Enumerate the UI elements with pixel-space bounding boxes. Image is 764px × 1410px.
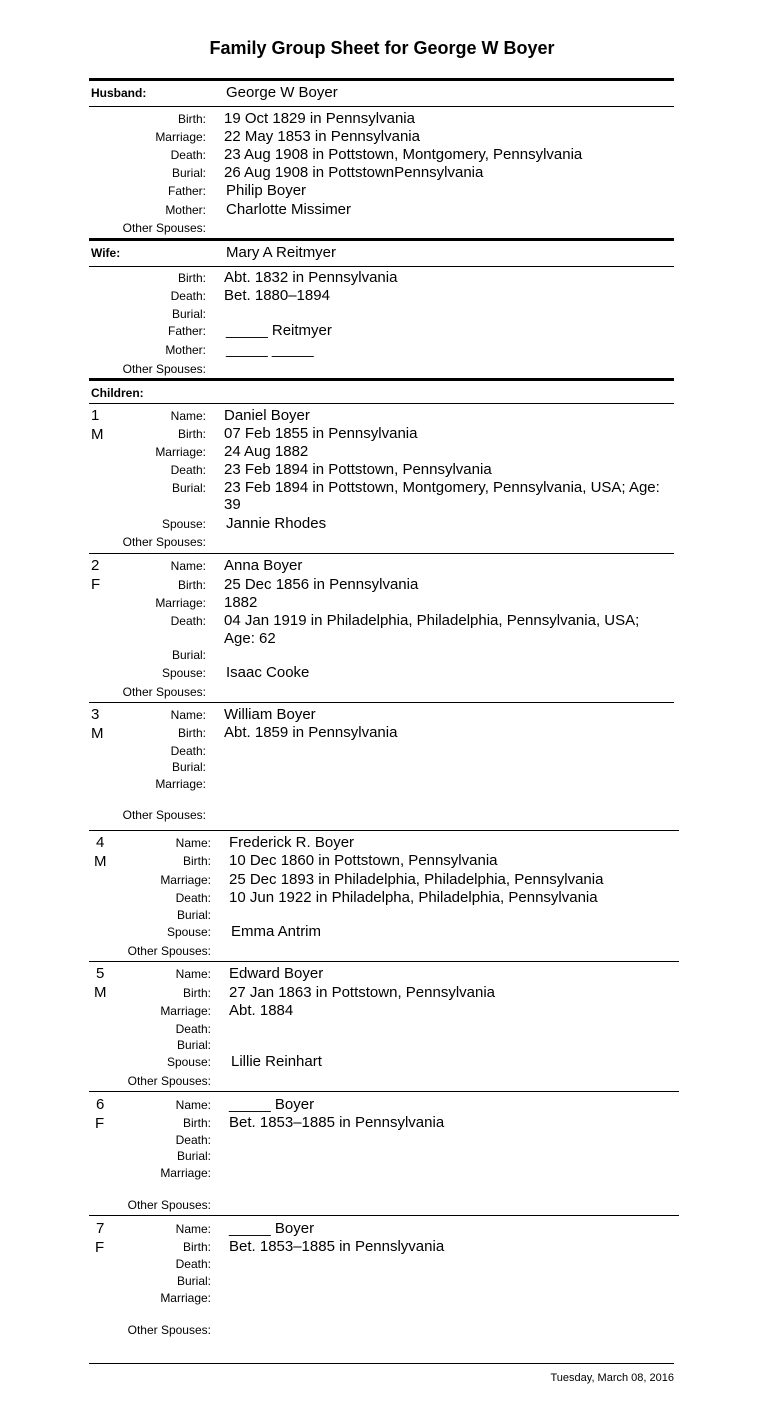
row-divider [89,830,679,831]
fact-label: Name: [175,967,211,981]
fact-label: Birth: [182,1240,211,1254]
fact-label: Marriage: [160,1166,211,1180]
fact-value: Abt. 1832 in Pennsylvania [224,269,398,286]
fact-value: 25 Dec 1856 in Pennsylvania [224,576,419,593]
fact-value: Age: 62 [224,630,276,647]
fact-label: Burial: [176,1038,211,1052]
fact-label: Birth: [182,986,211,1000]
fact-value: Abt. 1884 [229,1002,294,1019]
fact-value: 10 Jun 1922 in Philadelpha, Philadelphia, Pennsylvania [229,889,598,906]
fact-value: 23 Aug 1908 in Pottstown, Montgomery, Pennsylvania [224,146,583,163]
fact-label: Other Spouses: [122,685,206,699]
child-number: 7 [96,1220,105,1237]
fact-label: Other Spouses: [122,362,206,376]
fact-label: Birth: [177,427,206,441]
fact-value: Isaac Cooke [226,664,310,681]
fact-label: Name: [170,409,206,423]
fact-label: Death: [175,891,211,905]
footer-divider [89,1363,674,1364]
fact-label: Burial: [176,1149,211,1163]
fact-label: Burial: [171,760,206,774]
child-number: 5 [96,965,105,982]
fact-value: 39 [224,496,241,513]
fact-label: Burial: [171,166,206,180]
fact-value: Lillie Reinhart [231,1053,322,1070]
fact-label: Other Spouses: [127,1198,211,1212]
child-sex: F [91,576,101,593]
fact-value: _____ Boyer [229,1096,315,1113]
fact-label: Birth: [177,112,206,126]
fact-label: Other Spouses: [122,808,206,822]
fact-value: 07 Feb 1855 in Pennsylvania [224,425,418,442]
fact-value: William Boyer [224,706,316,723]
fact-label: Spouse: [161,517,206,531]
section-divider [89,238,674,241]
fact-label: Marriage: [160,1004,211,1018]
fact-value: Jannie Rhodes [226,515,327,532]
fact-value: Emma Antrim [231,923,322,940]
fact-label: Mother: [165,203,206,217]
fact-label: Marriage: [160,873,211,887]
fact-label: Name: [175,836,211,850]
fact-label: Birth: [177,271,206,285]
row-divider [89,553,674,554]
fact-label: Marriage: [160,1291,211,1305]
row-divider [89,1091,679,1092]
fact-value: Bet. 1880–1894 [224,287,330,304]
child-sex: F [95,1239,105,1256]
fact-value: Frederick R. Boyer [229,834,355,851]
fact-label: Burial: [171,307,206,321]
fact-label: Burial: [176,908,211,922]
child-number: 1 [91,407,100,424]
section-divider [89,378,674,381]
row-divider [89,702,674,703]
fact-label: Marriage: [155,596,206,610]
fact-value: _____ _____ [226,341,314,358]
fact-label: Death: [175,1022,211,1036]
row-divider [89,961,679,962]
fact-label: Other Spouses: [127,944,211,958]
fact-label: Name: [170,708,206,722]
fact-value: Anna Boyer [224,557,303,574]
fact-label: Burial: [171,648,206,662]
child-sex: M [94,853,107,870]
child-sex: F [95,1115,105,1132]
fact-label: Name: [170,559,206,573]
child-sex: M [91,426,104,443]
fact-label: Spouse: [161,666,206,680]
fact-label: Death: [170,614,206,628]
fact-value: 25 Dec 1893 in Philadelphia, Philadelphia, Pennsylvania [229,871,604,888]
fact-value: _____ Reitmyer [226,322,332,339]
fact-value: 27 Jan 1863 in Pottstown, Pennsylvania [229,984,496,1001]
fact-value: _____ Boyer [229,1220,315,1237]
wife-heading: Wife: [91,246,121,260]
child-number: 4 [96,834,105,851]
husband-name: George W Boyer [226,84,338,101]
fact-label: Father: [167,184,206,198]
row-divider [89,403,674,404]
fact-value: 22 May 1853 in Pennsylvania [224,128,420,145]
fact-value: 24 Aug 1882 [224,443,309,460]
fact-label: Spouse: [166,925,211,939]
fact-value: 26 Aug 1908 in PottstownPennsylvania [224,164,484,181]
child-number: 3 [91,706,100,723]
fact-label: Death: [175,1257,211,1271]
fact-value: Abt. 1859 in Pennsylvania [224,724,398,741]
row-divider [89,106,674,107]
fact-label: Marriage: [155,445,206,459]
fact-label: Burial: [171,481,206,495]
fact-value: Daniel Boyer [224,407,310,424]
page-title: Family Group Sheet for George W Boyer [209,38,555,58]
fact-label: Father: [167,324,206,338]
fact-label: Marriage: [155,777,206,791]
fact-value: 23 Feb 1894 in Pottstown, Pennsylvania [224,461,492,478]
row-divider [89,1215,679,1216]
fact-label: Death: [170,744,206,758]
fact-value: Charlotte Missimer [226,201,352,218]
child-number: 2 [91,557,100,574]
child-sex: M [94,984,107,1001]
fact-value: 23 Feb 1894 in Pottstown, Montgomery, Pennsylvania, USA; Age: [224,479,660,496]
fact-label: Other Spouses: [127,1323,211,1337]
row-divider [89,266,674,267]
fact-label: Other Spouses: [122,535,206,549]
fact-value: Bet. 1853–1885 in Pennsylvania [229,1114,445,1131]
fact-label: Death: [170,148,206,162]
fact-label: Birth: [177,726,206,740]
fact-value: Edward Boyer [229,965,324,982]
fact-label: Death: [170,289,206,303]
child-number: 6 [96,1096,105,1113]
fact-label: Birth: [182,1116,211,1130]
wife-name: Mary A Reitmyer [226,244,337,261]
fact-label: Spouse: [166,1055,211,1069]
fact-label: Name: [175,1098,211,1112]
child-sex: M [91,725,104,742]
fact-value: 10 Dec 1860 in Pottstown, Pennsylvania [229,852,498,869]
fact-value: Bet. 1853–1885 in Pennslyvania [229,1238,445,1255]
husband-heading: Husband: [91,86,147,100]
children-heading: Children: [91,386,144,400]
fact-value: 19 Oct 1829 in Pennsylvania [224,110,415,127]
fact-label: Name: [175,1222,211,1236]
fact-label: Death: [170,463,206,477]
fact-label: Burial: [176,1274,211,1288]
fact-label: Marriage: [155,130,206,144]
fact-label: Birth: [177,578,206,592]
fact-label: Mother: [165,343,206,357]
fact-label: Birth: [182,854,211,868]
fact-label: Other Spouses: [122,221,206,235]
fact-label: Death: [175,1133,211,1147]
fact-value: 1882 [224,594,258,611]
footer-date: Tuesday, March 08, 2016 [550,1372,674,1384]
fact-label: Other Spouses: [127,1074,211,1088]
fact-value: Philip Boyer [226,182,307,199]
section-divider [89,78,674,81]
fact-value: 04 Jan 1919 in Philadelphia, Philadelphia, Pennsylvania, USA; [224,612,640,629]
